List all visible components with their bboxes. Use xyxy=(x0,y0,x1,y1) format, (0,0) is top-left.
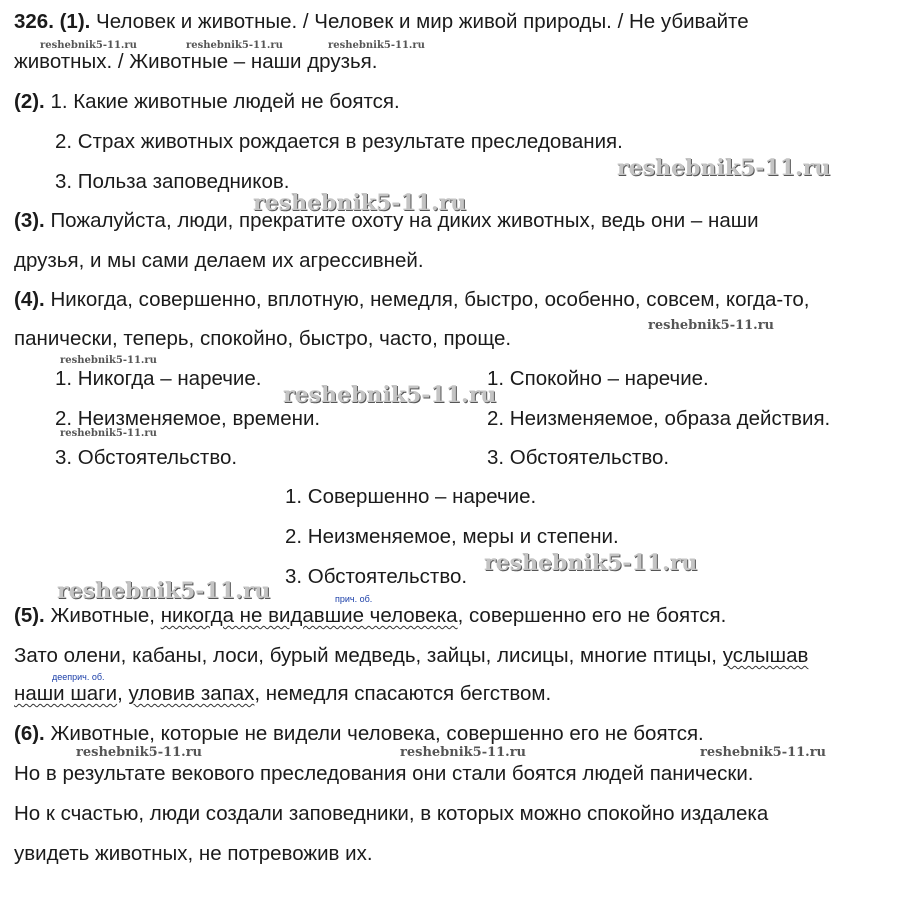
gerund-phrase-2: уловив запах xyxy=(128,682,255,705)
p4-right-1: 1. Спокойно – наречие. xyxy=(487,367,709,390)
watermark: reshebnik5-11.ru xyxy=(283,382,497,408)
p2-marker: (2). xyxy=(14,90,45,113)
participle-phrase: никогда не видавшие человека xyxy=(160,604,458,627)
p6-line3: Но к счастью, люди создали заповедники, в которых можно спокойно издалека xyxy=(14,802,769,825)
watermark: reshebnik5-11.ru xyxy=(617,155,831,181)
p6-line2: Но в результате векового преследования они стали боятся людей панически. xyxy=(14,762,754,785)
watermark: reshebnik5-11.ru xyxy=(648,318,775,333)
p3-marker: (3). xyxy=(14,209,45,232)
p4-center-3: 3. Обстоятельство. xyxy=(285,565,468,588)
p5-line2 xyxy=(14,644,808,668)
watermark: reshebnik5-11.ru xyxy=(700,745,827,760)
p5-text1c: , совершенно его не боятся. xyxy=(457,604,727,627)
p2-item2: 2. Страх животных рождается в результате преследования. xyxy=(55,130,623,153)
watermark: reshebnik5-11.ru xyxy=(400,745,527,760)
watermark: reshebnik5-11.ru xyxy=(328,40,425,51)
watermark: reshebnik5-11.ru xyxy=(484,550,698,576)
p6-line1 xyxy=(14,722,704,746)
gerund-word: услышав xyxy=(722,644,809,667)
gerund-phrase-1: наши шаги xyxy=(14,682,118,705)
p4-marker: (4). xyxy=(14,288,45,311)
watermark: reshebnik5-11.ru xyxy=(57,578,271,604)
p4-text1: Никогда, совершенно, вплотную, немедля, быстро, особенно, совсем, когда-то, xyxy=(44,288,810,311)
participle-note: прич. об. xyxy=(335,594,373,604)
watermark: reshebnik5-11.ru xyxy=(186,40,283,51)
p4-right-3: 3. Обстоятельство. xyxy=(487,446,670,469)
watermark: reshebnik5-11.ru xyxy=(40,40,137,51)
p5-text2a: Зато олени, кабаны, лоси, бурый медведь, зайцы, лисицы, многие птицы, xyxy=(14,644,723,667)
p4-line1 xyxy=(14,288,810,312)
p1-text1: Человек и животные. / Человек и мир живой природы. / Не убивайте xyxy=(90,10,749,33)
p4-center-2: 2. Неизменяемое, меры и степени. xyxy=(285,525,619,548)
p1-marker: (1). xyxy=(59,10,91,33)
watermark: reshebnik5-11.ru xyxy=(60,428,157,439)
p6-marker: (6). xyxy=(14,722,45,745)
p2-item1: 1. Какие животные людей не боятся. xyxy=(44,90,400,113)
p5-line3 xyxy=(14,682,551,706)
p3-line2: друзья, и мы сами делаем их агрессивней. xyxy=(14,249,424,272)
p5-line1 xyxy=(14,604,726,628)
p2-item3: 3. Польза заповедников. xyxy=(55,170,290,193)
p4-center-1: 1. Совершенно – наречие. xyxy=(285,485,537,508)
p5-text3d: , немедля спасаются бегством. xyxy=(254,682,552,705)
watermark: reshebnik5-11.ru xyxy=(60,355,157,366)
watermark: reshebnik5-11.ru xyxy=(253,190,467,216)
p1-line1 xyxy=(14,10,749,34)
p6-text1: Животные, которые не видели человека, совершенно его не боятся. xyxy=(44,722,704,745)
p1-line2: животных. / Животные – наши друзья. xyxy=(14,50,378,73)
watermark: reshebnik5-11.ru xyxy=(76,745,203,760)
p3-text1: Пожалуйста, люди, прекратите охоту на диких животных, ведь они – наши xyxy=(44,209,759,232)
p4-right-2: 2. Неизменяемое, образа действия. xyxy=(487,407,831,430)
p2-item1-line xyxy=(14,90,400,114)
p4-line2: панически, теперь, спокойно, быстро, часто, проще. xyxy=(14,327,512,350)
p4-left-1: 1. Никогда – наречие. xyxy=(55,367,262,390)
p4-left-2: 2. Неизменяемое, времени. xyxy=(55,407,321,430)
p5-comma: , xyxy=(117,682,129,705)
p4-left-3: 3. Обстоятельство. xyxy=(55,446,238,469)
p6-line4: увидеть животных, не потревожив их. xyxy=(14,842,373,865)
p5-marker: (5). xyxy=(14,604,45,627)
p5-text1a: Животные, xyxy=(44,604,161,627)
gerund-note: дееприч. об. xyxy=(52,672,105,682)
exercise-number: 326. xyxy=(14,10,54,33)
